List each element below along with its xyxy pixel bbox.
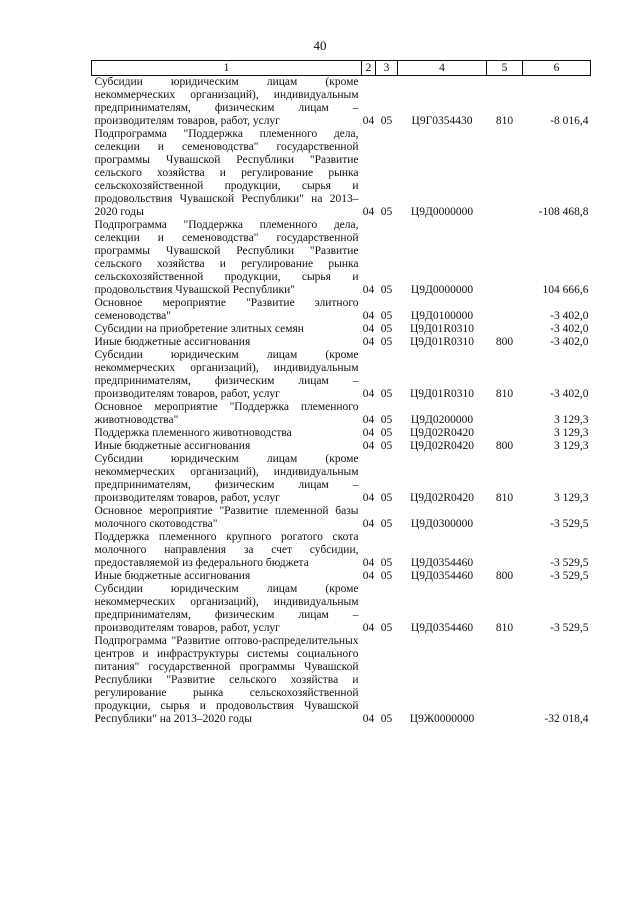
table-row (92, 440, 591, 453)
cell-amount: 3 129,3 (554, 492, 589, 504)
cell-subsection: 05 (380, 622, 393, 634)
cell-section: 04 (362, 570, 375, 582)
cell-section: 04 (362, 440, 375, 452)
cell-expense-type (487, 401, 523, 427)
cell-target-article: Ц9Д0100000 (410, 310, 474, 322)
cell-name: Субсидии юридическим лицам (кроме некоммерческих организаций), индивидуальным предпринимателям, физическим лицам – производителям товаров, работ, услуг (94, 453, 359, 504)
cell-expense-type: 810 (495, 115, 514, 127)
table-row (92, 128, 591, 219)
cell-section: 04 (362, 414, 375, 426)
cell-expense-type (487, 635, 523, 726)
cell-section: 04 (362, 206, 375, 218)
cell-subsection: 05 (380, 414, 393, 426)
cell-section: 04 (362, 492, 375, 504)
cell-target-article: Ц9Д02R0420 (409, 440, 475, 452)
cell-amount: -32 018,4 (544, 713, 589, 725)
cell-subsection: 05 (380, 518, 393, 530)
cell-subsection: 05 (380, 440, 393, 452)
table-row (92, 349, 591, 401)
cell-name: Субсидии юридическим лицам (кроме некоммерческих организаций), индивидуальным предпринимателям, физическим лицам – производителям товаров, работ, услуг (94, 76, 359, 127)
table-row (92, 427, 591, 440)
cell-amount: -3 402,0 (550, 336, 589, 348)
cell-name: Иные бюджетные ассигнования (94, 440, 251, 452)
cell-name: Поддержка племенного крупного рогатого скота молочного направления за счет субсидии, предоставляемой из федерального бюджета (94, 531, 359, 569)
cell-target-article: Ц9Д0354460 (410, 622, 474, 634)
cell-expense-type: 800 (495, 336, 514, 348)
cell-subsection: 05 (380, 492, 393, 504)
cell-name: Иные бюджетные ассигнования (94, 570, 251, 582)
cell-section: 04 (362, 427, 375, 439)
cell-amount: 3 129,3 (554, 427, 589, 439)
cell-amount: -8 016,4 (550, 115, 589, 127)
cell-section: 04 (362, 518, 375, 530)
cell-section: 04 (362, 115, 375, 127)
cell-target-article: Ц9Д0300000 (410, 518, 474, 530)
cell-name: Основное мероприятие "Развитие племенной базы молочного скотоводства" (94, 505, 359, 530)
cell-amount: -3 402,0 (550, 388, 589, 400)
cell-target-article: Ц9Д02R0420 (409, 492, 475, 504)
cell-subsection: 05 (380, 284, 393, 296)
cell-expense-type: 800 (495, 570, 514, 582)
table-row (92, 323, 591, 336)
cell-name: Субсидии юридическим лицам (кроме некоммерческих организаций), индивидуальным предпринимателям, физическим лицам – производителям товаров, работ, услуг (94, 349, 359, 400)
cell-amount: -3 529,5 (550, 557, 589, 569)
cell-target-article: Ц9Ж0000000 (409, 713, 475, 725)
cell-section: 04 (362, 323, 375, 335)
cell-amount: -3 529,5 (550, 622, 589, 634)
cell-amount: 3 129,3 (554, 414, 589, 426)
header-cell-amount: 6 (523, 61, 591, 76)
table-row (92, 401, 591, 427)
cell-subsection: 05 (380, 323, 393, 335)
cell-section: 04 (362, 284, 375, 296)
cell-subsection: 05 (380, 557, 393, 569)
cell-name: Подпрограмма "Поддержка племенного дела, селекции и семеноводства" государственной программы Чувашской Республики "Развитие сельского хозяйства и регулирование рынка сельскохозяйственной продукции, сырья и продовольствия Чувашской Республики" на 2013–2020 годы (94, 128, 359, 218)
cell-amount: -3 402,0 (550, 323, 589, 335)
table-row (92, 531, 591, 570)
cell-subsection: 05 (380, 115, 393, 127)
cell-name: Иные бюджетные ассигнования (94, 336, 251, 348)
cell-target-article: Ц9Д0000000 (410, 284, 474, 296)
table-row (92, 297, 591, 323)
cell-amount: -108 468,8 (538, 206, 589, 218)
cell-target-article: Ц9Д0000000 (410, 206, 474, 218)
cell-target-article: Ц9Д01R0310 (409, 323, 475, 335)
header-cell-name: 1 (92, 61, 362, 76)
cell-section: 04 (362, 557, 375, 569)
cell-section: 04 (362, 713, 375, 725)
table-row (92, 635, 591, 726)
header-cell-target-article: 4 (398, 61, 487, 76)
cell-section: 04 (362, 622, 375, 634)
header-cell-section: 2 (362, 61, 376, 76)
cell-name: Субсидии на приобретение элитных семян (94, 323, 304, 335)
header-row (92, 61, 591, 76)
header-cell-subsection: 3 (376, 61, 398, 76)
cell-name: Основное мероприятие "Поддержка племенного животноводства" (94, 401, 359, 426)
cell-expense-type (487, 128, 523, 219)
cell-section: 04 (362, 310, 375, 322)
cell-name: Подпрограмма "Развитие оптово-распределительных центров и инфраструктуры системы социального питания" государственной программы Чувашской Республики "Развитие сельского хозяйства и регулирование рынка сельскохозяйственной продукции, сырья и продовольствия Чувашской Республики" на 2013–2020 годы (94, 635, 359, 725)
cell-subsection: 05 (380, 388, 393, 400)
cell-target-article: Ц9Г0354430 (411, 115, 473, 127)
cell-expense-type: 800 (495, 440, 514, 452)
table-header (92, 61, 591, 76)
table-row (92, 453, 591, 505)
cell-subsection: 05 (380, 713, 393, 725)
header-cell-expense-type: 5 (487, 61, 523, 76)
cell-target-article: Ц9Д0354460 (410, 557, 474, 569)
table-row (92, 219, 591, 297)
cell-expense-type (487, 323, 523, 336)
cell-subsection: 05 (380, 427, 393, 439)
table-body (92, 76, 591, 727)
cell-amount: 3 129,3 (554, 440, 589, 452)
cell-target-article: Ц9Д0354460 (410, 570, 474, 582)
cell-amount: -3 529,5 (550, 518, 589, 530)
table-row (92, 76, 591, 129)
cell-name: Основное мероприятие "Развитие элитного семеноводства" (94, 297, 359, 322)
budget-table (91, 60, 591, 726)
cell-name: Субсидии юридическим лицам (кроме некоммерческих организаций), индивидуальным предпринимателям, физическим лицам – производителям товаров, работ, услуг (94, 583, 359, 634)
cell-subsection: 05 (380, 206, 393, 218)
table-row (92, 570, 591, 583)
cell-amount: -3 402,0 (550, 310, 589, 322)
cell-expense-type (487, 427, 523, 440)
cell-expense-type: 810 (495, 492, 514, 504)
cell-expense-type: 810 (495, 622, 514, 634)
table-row (92, 336, 591, 349)
cell-section: 04 (362, 336, 375, 348)
table-row (92, 583, 591, 635)
table-row (92, 505, 591, 531)
cell-target-article: Ц9Д02R0420 (409, 427, 475, 439)
cell-subsection: 05 (380, 570, 393, 582)
cell-expense-type (487, 505, 523, 531)
cell-subsection: 05 (380, 336, 393, 348)
cell-name: Подпрограмма "Поддержка племенного дела, селекции и семеноводства" государственной программы Чувашской Республики "Развитие сельского хозяйства и регулирование рынка сельскохозяйственной продукции, сырья и продовольствия Чувашской Республики" (94, 219, 359, 296)
page-number: 40 (313, 38, 327, 53)
cell-target-article: Ц9Д01R0310 (409, 336, 475, 348)
cell-target-article: Ц9Д0200000 (410, 414, 474, 426)
cell-section: 04 (362, 388, 375, 400)
cell-name: Поддержка племенного животноводства (94, 427, 292, 439)
cell-expense-type (487, 297, 523, 323)
cell-expense-type: 810 (495, 388, 514, 400)
cell-expense-type (487, 219, 523, 297)
cell-target-article: Ц9Д01R0310 (409, 388, 475, 400)
cell-subsection: 05 (380, 310, 393, 322)
cell-expense-type (487, 531, 523, 570)
cell-amount: 104 666,6 (542, 284, 589, 296)
cell-amount: -3 529,5 (550, 570, 589, 582)
